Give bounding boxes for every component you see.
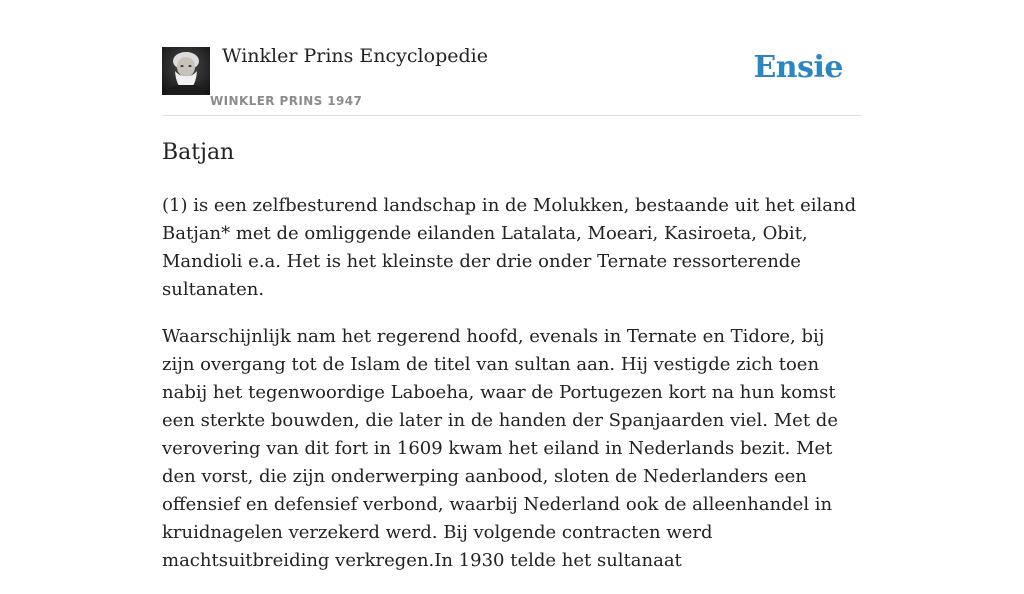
article-title: Batjan bbox=[162, 140, 235, 165]
paragraph: (1) is een zelfbesturend landschap in de Molukken, bestaande uit het eiland Batjan* met de omliggende eilanden Latalata, Moeari, Kasiroeta, Obit, Mandioli e.a. Het is het kleinste der drie onder Ternate ressorterende sultanaten. bbox=[162, 195, 857, 300]
article-body bbox=[162, 192, 862, 594]
paragraph: Waarschijnlijk nam het regerend hoofd, evenals in Ternate en Tidore, bij zijn overgang tot de Islam de titel van sultan aan. Hij vestigde zich toen nabij het tegenwoordige Laboeha, waar de Portugezen kort na hun komst een sterkte bouwden, die later in de handen der Spanjaarden viel. Met de verovering van dit fort in 1609 kwam het eiland in Nederlands bezit. Met den vorst, die zijn onderwerping aanbood, sloten de Nederlanders een offensief en defensief verbond, waarbij Nederland ook de alleenhandel in kruidnagelen verzekerd werd. Bij volgende contracten werd machtsuitbreiding verkregen.In 1930 telde het sultanaat bbox=[162, 326, 838, 571]
edition-label[interactable]: WINKLER PRINS 1947 bbox=[210, 94, 363, 108]
content-container bbox=[162, 0, 862, 571]
bearded-man-portrait-icon bbox=[162, 47, 210, 95]
site-header bbox=[162, 0, 862, 116]
site-title[interactable]: Winkler Prins Encyclopedie bbox=[222, 45, 488, 67]
ensie-logo[interactable]: Ensie bbox=[753, 50, 843, 85]
avatar[interactable] bbox=[162, 47, 210, 95]
